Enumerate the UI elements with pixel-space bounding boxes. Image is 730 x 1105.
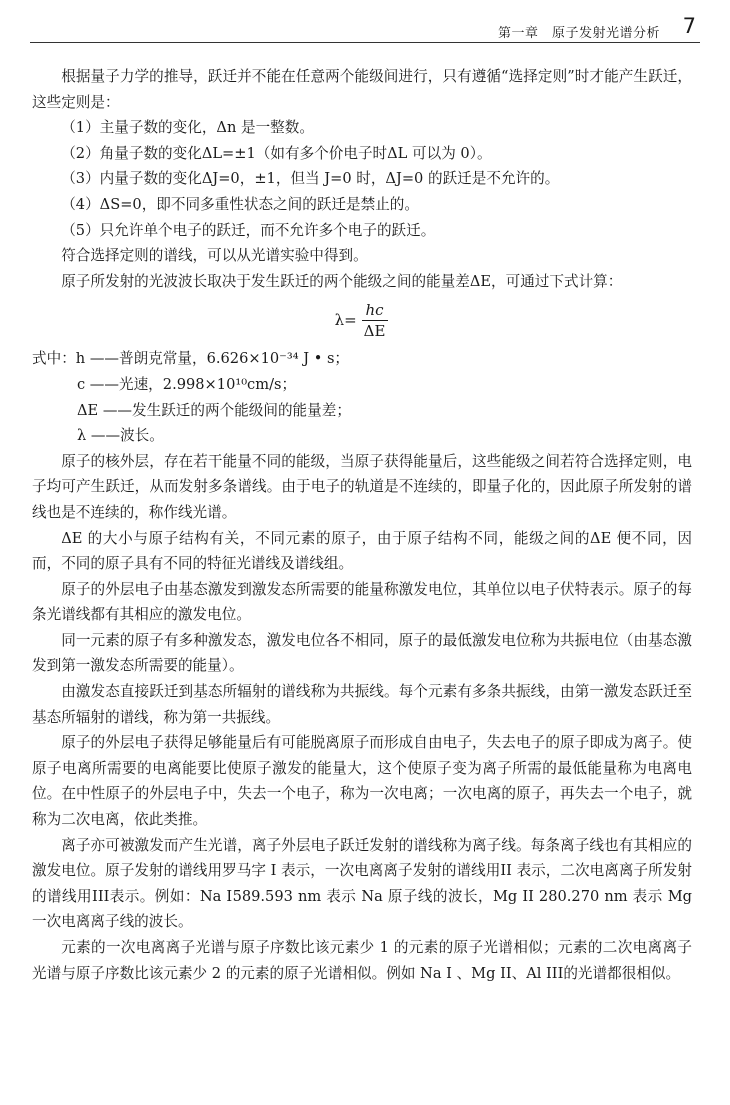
- definition-lambda: λ ——波长。: [77, 427, 164, 445]
- formula-denominator: ΔE: [363, 322, 386, 341]
- paragraph-ionization: 原子的外层电子获得足够能量后有可能脱离原子而形成自由电子，失去电子的原子即成为离子。使原子电离所需要的电离能要比使原子激发的能量大，这个使原子变为离子所需的最低能量称为电离电位。在中性原子的外层电子中，失去一个电子，称为一次电离；一次电离的原子，再失去一个电子，就称为二次电离，依此类推。: [32, 734, 692, 829]
- rule-3: （3）内量子数的变化ΔJ=0，±1，但当 J=0 时，ΔJ=0 的跃迁是不允许的。: [61, 170, 560, 188]
- rule-1: （1）主量子数的变化，Δn 是一整数。: [61, 119, 314, 137]
- paragraph-intro: 根据量子力学的推导，跃迁并不能在任意两个能级间进行，只有遵循“选择定则”时才能产生跃迁，这些定则是：: [32, 68, 692, 111]
- paragraph-selection-lines: 符合选择定则的谱线，可以从光谱实验中得到。: [61, 247, 368, 265]
- definitions-intro: 式中：: [32, 350, 76, 368]
- paragraph-excitation-potential: 原子的外层电子由基态激发到激发态所需要的能量称激发电位，其单位以电子伏特表示。原子的每条光谱线都有其相应的激发电位。: [32, 580, 692, 624]
- page-header: [30, 14, 700, 43]
- page-number: 7: [682, 14, 696, 38]
- rule-4: （4）ΔS=0，即不同多重性状态之间的跃迁是禁止的。: [61, 195, 419, 213]
- wavelength-formula: [32, 294, 692, 346]
- definition-delta-e: ΔE ——发生跃迁的两个能级间的能量差；: [77, 401, 351, 419]
- definition-c: c ——光速，2.998×10¹⁰cm/s；: [77, 375, 297, 393]
- paragraph-ion-lines: 离子亦可被激发而产生光谱，离子外层电子跃迁发射的谱线称为离子线。每条离子线也有其相应的激发电位。原子发射的谱线用罗马字 I 表示，一次电离离子发射的谱线用II 表示，二次电离离子所发射的谱线用III表示。例如：Na Ⅰ589.593 nm 表示 Na 原子线的波长，Mg II 280.270 nm 表示 Mg 一次电离离子线的波长。: [32, 836, 692, 931]
- paragraph-wavelength: 原子所发射的光波波长取决于发生跃迁的两个能级之间的能量差ΔE，可通过下式计算：: [61, 272, 623, 290]
- formula-numerator: hc: [362, 300, 388, 321]
- paragraph-delta-e: ΔE 的大小与原子结构有关，不同元素的原子，由于原子结构不同，能级之间的ΔE 便不同，因而，不同的原子具有不同的特征光谱线及谱线组。: [32, 529, 692, 573]
- paragraph-resonance-line: 由激发态直接跃迁到基态所辐射的谱线称为共振线。每个元素有多条共振线，由第一激发态跃迁至基态所辐射的谱线，称为第一共振线。: [32, 683, 692, 726]
- definition-h: h ——普朗克常量，6.626×10⁻³⁴ J • s；: [75, 350, 350, 368]
- rule-5: （5）只允许单个电子的跃迁，而不允许多个电子的跃迁。: [61, 221, 436, 239]
- rule-2: （2）角量子数的变化ΔL=±1（如有多个价电子时ΔL 可以为 0）。: [61, 144, 492, 162]
- page-body: [32, 64, 692, 986]
- paragraph-resonance-potential: 同一元素的原子有多种激发态，激发电位各不相同，原子的最低激发电位称为共振电位（由基态激发到第一激发态所需要的能量）。: [32, 631, 692, 675]
- paragraph-ion-spectra: 元素的一次电离离子光谱与原子序数比该元素少 1 的元素的原子光谱相似；元素的二次电离离子光谱与原子序数比该元素少 2 的元素的原子光谱相似。例如 Na I 、Mg II、Al III的光谱都很相似。: [32, 939, 692, 982]
- paragraph-energy-levels: 原子的核外层，存在若干能量不同的能级，当原子获得能量后，这些能级之间若符合选择定则，电子均可产生跃迁，从而发射多条谱线。由于电子的轨道是不连续的，即量子化的，因此原子所发射的谱线也是不连续的，称作线光谱。: [32, 452, 692, 521]
- chapter-title: 第一章 原子发射光谱分析: [497, 26, 660, 41]
- formula-lhs: λ=: [334, 311, 357, 330]
